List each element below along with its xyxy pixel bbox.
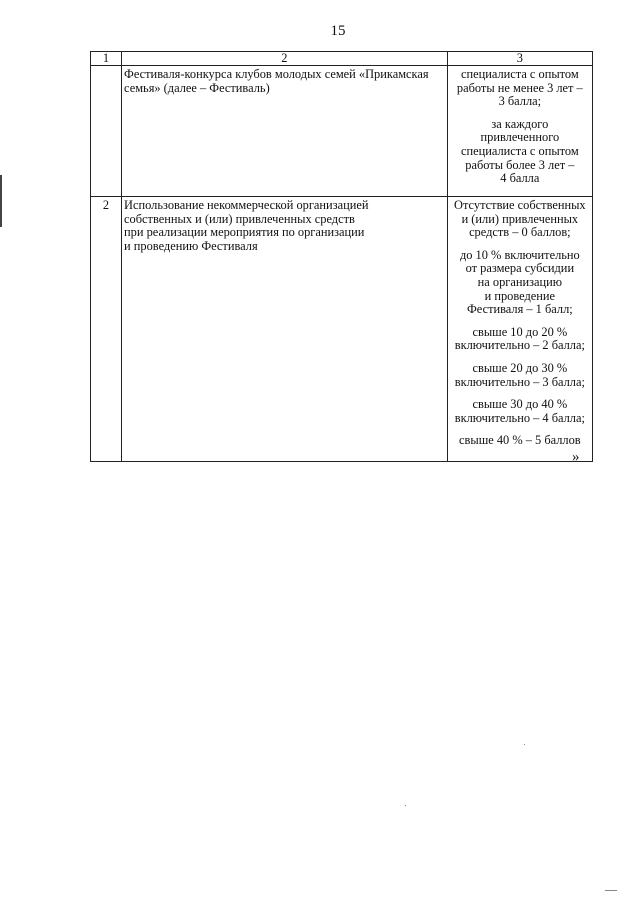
scan-speck (524, 744, 525, 745)
page-number: 15 (330, 23, 346, 39)
score-line: включительно – 3 балла; (454, 374, 585, 389)
closing-quote-mark: » (572, 449, 580, 465)
score-group (449, 398, 591, 425)
criterion-scores (447, 66, 592, 197)
row-number: 2 (91, 197, 122, 462)
score-line: за каждого (491, 116, 549, 131)
score-line: работы более 3 лет – (465, 157, 575, 172)
score-line: до 10 % включительно (459, 247, 580, 262)
header-cell-3: 3 (447, 52, 592, 66)
criterion-text-line: Фестиваля-конкурса клубов молодых семей «Прикамская (124, 67, 429, 81)
score-line: привлеченного (480, 130, 560, 145)
score-line: свыше 40 % – 5 баллов (459, 433, 581, 448)
score-line: 4 балла (500, 171, 540, 186)
score-line: свыше 30 до 40 % (472, 397, 568, 412)
score-group (449, 362, 591, 389)
header-cell-2: 2 (122, 52, 448, 66)
score-group (449, 68, 591, 109)
scan-speck (605, 890, 617, 891)
criterion-name (122, 197, 448, 462)
table-row (91, 197, 593, 462)
criterion-text-line: Использование некоммерческой организацией (124, 198, 369, 212)
score-group (449, 326, 591, 353)
score-line: свыше 20 до 30 % (472, 360, 568, 375)
score-line: работы не менее 3 лет – (456, 80, 583, 95)
score-line: от размера субсидии (465, 261, 575, 276)
score-line: свыше 10 до 20 % (472, 324, 568, 339)
criterion-scores (447, 197, 592, 462)
score-group (449, 249, 591, 317)
score-line: средств – 0 баллов; (469, 225, 571, 240)
score-group (449, 118, 591, 186)
criterion-text-line: и проведению Фестиваля (124, 238, 258, 253)
score-group (449, 199, 591, 240)
row-number (91, 66, 122, 197)
score-line: Фестиваля – 1 балл; (466, 302, 573, 317)
scan-edge-mark (0, 175, 2, 227)
score-group (449, 434, 591, 448)
criterion-text-line: при реализации мероприятия по организации (124, 225, 365, 240)
table-row (91, 66, 593, 197)
criteria-table (90, 51, 593, 462)
score-line: специалиста с опытом (460, 143, 579, 158)
score-line: включительно – 2 балла; (454, 338, 585, 353)
score-line: включительно – 4 балла; (454, 410, 585, 425)
scan-speck (405, 805, 406, 806)
score-line: и проведение (484, 288, 556, 303)
table-header-row (91, 52, 593, 66)
criterion-text-line: семья» (далее – Фестиваль) (124, 80, 270, 95)
score-line: Отсутствие собственных (454, 198, 586, 212)
criterion-text-line: собственных и (или) привлеченных средств (124, 211, 355, 226)
score-line: и (или) привлеченных (461, 211, 579, 226)
criterion-name (122, 66, 448, 197)
score-line: специалиста с опытом (460, 67, 579, 81)
score-line: 3 балла; (498, 94, 542, 109)
score-line: на организацию (477, 274, 563, 289)
header-cell-1: 1 (91, 52, 122, 66)
